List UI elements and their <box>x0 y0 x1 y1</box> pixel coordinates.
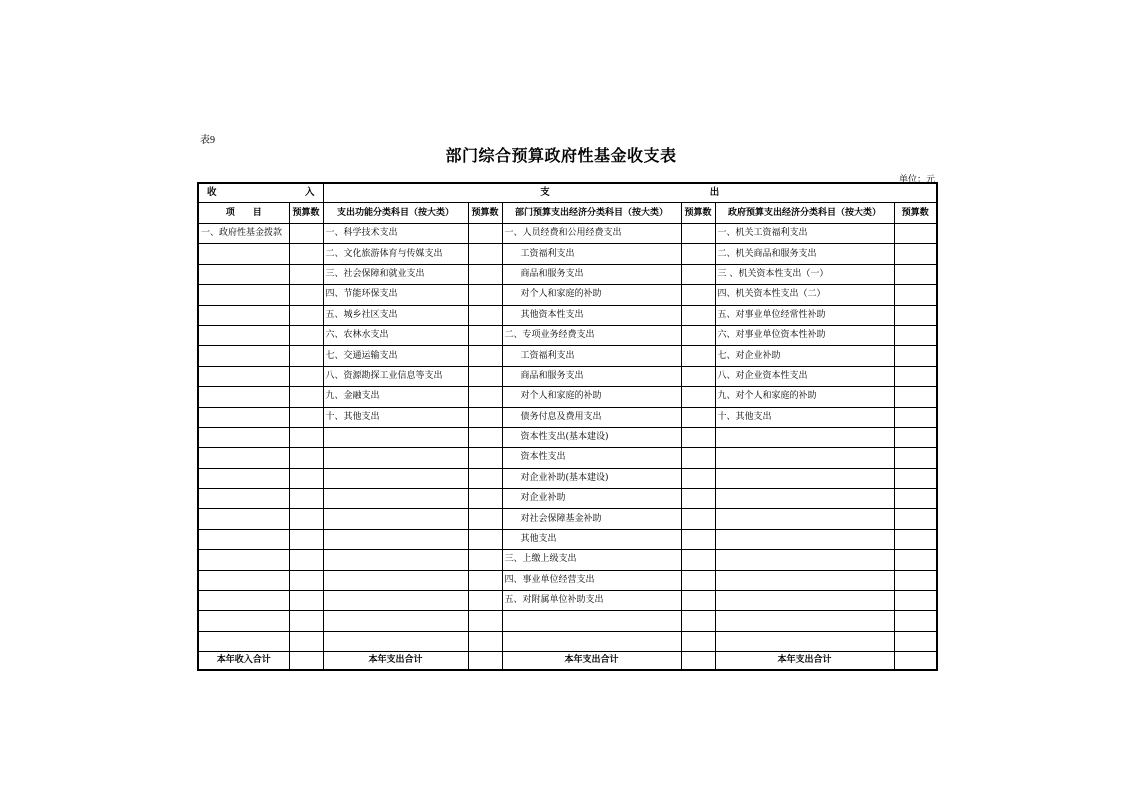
function-item-cell <box>323 611 468 631</box>
dept-budget-cell <box>681 264 715 284</box>
gov-budget-cell <box>894 285 937 305</box>
dept-economic-item-cell: 资本性支出(基本建设) <box>502 427 681 447</box>
income-budget-cell <box>289 244 323 264</box>
gov-economic-item-cell: 三 、机关资本性支出（一） <box>715 264 894 284</box>
dept-budget-cell <box>681 366 715 386</box>
income-section-header <box>198 183 323 203</box>
gov-budget-cell <box>894 550 937 570</box>
income-budget-cell <box>289 509 323 529</box>
function-item-cell: 六、农林水支出 <box>323 325 468 345</box>
dept-economic-item-cell: 对企业补助 <box>502 489 681 509</box>
income-item-cell <box>198 448 289 468</box>
function-budget-cell <box>468 325 502 345</box>
dept-budget-cell <box>681 611 715 631</box>
function-budget-cell <box>468 407 502 427</box>
table-row <box>198 305 937 325</box>
gov-budget-cell <box>894 366 937 386</box>
income-budget-cell <box>289 264 323 284</box>
income-budget-cell <box>289 631 323 651</box>
income-item-cell <box>198 611 289 631</box>
gov-economic-item-cell <box>715 631 894 651</box>
dept-economic-item-cell: 工资福利支出 <box>502 244 681 264</box>
page-title: 部门综合预算政府性基金收支表 <box>445 146 677 165</box>
income-budget-cell <box>289 305 323 325</box>
function-budget-cell <box>468 346 502 366</box>
gov-budget-cell <box>894 570 937 590</box>
dept-economic-item-cell: 二、专项业务经费支出 <box>502 325 681 345</box>
dept-economic-item-cell <box>502 631 681 651</box>
totals-row <box>198 652 937 671</box>
gov-economic-item-cell <box>715 529 894 549</box>
income-budget-cell <box>289 346 323 366</box>
income-budget-cell <box>289 570 323 590</box>
function-item-cell <box>323 427 468 447</box>
col-header-function: 支出功能分类科目（按大类） <box>323 203 468 224</box>
expenditure-label-left: 支 <box>540 187 550 199</box>
income-label-right: 入 <box>304 187 315 199</box>
gov-economic-item-cell <box>715 570 894 590</box>
col-header-dept-economic: 部门预算支出经济分类科目（按大类） <box>502 203 681 224</box>
gov-budget-cell <box>894 489 937 509</box>
table-row <box>198 346 937 366</box>
gov-economic-item-cell: 四、机关资本性支出（二） <box>715 285 894 305</box>
function-budget-cell <box>468 387 502 407</box>
gov-budget-cell <box>894 468 937 488</box>
income-item-cell <box>198 631 289 651</box>
gov-total-value <box>894 652 937 671</box>
function-item-cell <box>323 489 468 509</box>
table-row <box>198 407 937 427</box>
col-header-item: 项 目 <box>198 203 289 224</box>
dept-budget-cell <box>681 285 715 305</box>
dept-economic-item-cell: 债务付息及费用支出 <box>502 407 681 427</box>
dept-budget-cell <box>681 244 715 264</box>
function-item-cell <box>323 591 468 611</box>
dept-budget-cell <box>681 570 715 590</box>
function-total-value <box>468 652 502 671</box>
function-budget-cell <box>468 489 502 509</box>
function-item-cell: 七、交通运输支出 <box>323 346 468 366</box>
income-budget-cell <box>289 489 323 509</box>
function-item-cell <box>323 448 468 468</box>
dept-budget-cell <box>681 448 715 468</box>
gov-economic-item-cell: 五、对事业单位经常性补助 <box>715 305 894 325</box>
income-item-cell <box>198 550 289 570</box>
income-budget-cell <box>289 407 323 427</box>
dept-budget-cell <box>681 550 715 570</box>
income-budget-cell <box>289 611 323 631</box>
gov-budget-cell <box>894 407 937 427</box>
function-item-cell <box>323 509 468 529</box>
gov-economic-item-cell: 一、机关工资福利支出 <box>715 224 894 244</box>
function-budget-cell <box>468 468 502 488</box>
function-budget-cell <box>468 611 502 631</box>
table-row <box>198 468 937 488</box>
table-row <box>198 366 937 386</box>
gov-economic-item-cell <box>715 611 894 631</box>
income-item-cell <box>198 468 289 488</box>
dept-economic-item-cell: 资本性支出 <box>502 448 681 468</box>
table-row <box>198 611 937 631</box>
gov-budget-cell <box>894 591 937 611</box>
dept-budget-cell <box>681 407 715 427</box>
gov-economic-item-cell <box>715 509 894 529</box>
function-item-cell <box>323 631 468 651</box>
gov-budget-cell <box>894 427 937 447</box>
table-row <box>198 631 937 651</box>
function-budget-cell <box>468 631 502 651</box>
function-budget-cell <box>468 591 502 611</box>
dept-budget-cell <box>681 529 715 549</box>
dept-budget-cell <box>681 224 715 244</box>
income-budget-cell <box>289 366 323 386</box>
gov-budget-cell <box>894 387 937 407</box>
col-header-budget: 预算数 <box>681 203 715 224</box>
function-budget-cell <box>468 529 502 549</box>
income-item-cell <box>198 305 289 325</box>
table-row <box>198 264 937 284</box>
function-item-cell: 十、其他支出 <box>323 407 468 427</box>
gov-economic-item-cell <box>715 489 894 509</box>
function-budget-cell <box>468 550 502 570</box>
function-budget-cell <box>468 448 502 468</box>
dept-budget-cell <box>681 346 715 366</box>
function-budget-cell <box>468 509 502 529</box>
table-row <box>198 529 937 549</box>
dept-economic-item-cell <box>502 611 681 631</box>
income-budget-cell <box>289 550 323 570</box>
function-budget-cell <box>468 285 502 305</box>
table-row <box>198 244 937 264</box>
dept-economic-item-cell: 对社会保障基金补助 <box>502 509 681 529</box>
dept-economic-item-cell: 对个人和家庭的补助 <box>502 285 681 305</box>
gov-economic-item-cell: 七、对企业补助 <box>715 346 894 366</box>
table-row <box>198 387 937 407</box>
table-row <box>198 325 937 345</box>
gov-economic-item-cell <box>715 427 894 447</box>
function-item-cell: 一、科学技术支出 <box>323 224 468 244</box>
income-total-value <box>289 652 323 671</box>
gov-economic-item-cell: 八、对企业资本性支出 <box>715 366 894 386</box>
income-item-cell <box>198 325 289 345</box>
dept-economic-item-cell: 对个人和家庭的补助 <box>502 387 681 407</box>
dept-total-value <box>681 652 715 671</box>
table-row <box>198 570 937 590</box>
dept-economic-item-cell: 工资福利支出 <box>502 346 681 366</box>
income-budget-cell <box>289 529 323 549</box>
expenditure-label-right: 出 <box>709 187 720 199</box>
function-item-cell: 四、节能环保支出 <box>323 285 468 305</box>
income-item-cell <box>198 407 289 427</box>
function-item-cell <box>323 529 468 549</box>
table-row <box>198 591 937 611</box>
dept-economic-item-cell: 商品和服务支出 <box>502 264 681 284</box>
table-row <box>198 448 937 468</box>
dept-budget-cell <box>681 427 715 447</box>
table-row <box>198 224 937 244</box>
income-item-cell <box>198 346 289 366</box>
dept-economic-item-cell: 其他支出 <box>502 529 681 549</box>
function-item-cell: 八、资源勘探工业信息等支出 <box>323 366 468 386</box>
col-header-budget: 预算数 <box>468 203 502 224</box>
function-budget-cell <box>468 264 502 284</box>
income-budget-cell <box>289 325 323 345</box>
function-budget-cell <box>468 427 502 447</box>
gov-budget-cell <box>894 509 937 529</box>
dept-budget-cell <box>681 468 715 488</box>
table-number: 表9 <box>200 135 215 146</box>
dept-economic-item-cell: 商品和服务支出 <box>502 366 681 386</box>
gov-economic-item-cell <box>715 550 894 570</box>
income-item-cell: 一、政府性基金拨款 <box>198 224 289 244</box>
gov-total-label: 本年支出合计 <box>715 652 894 671</box>
income-item-cell <box>198 264 289 284</box>
income-label-left: 收 <box>207 187 217 199</box>
income-budget-cell <box>289 448 323 468</box>
col-header-gov-economic: 政府预算支出经济分类科目（按大类） <box>715 203 894 224</box>
dept-budget-cell <box>681 387 715 407</box>
dept-budget-cell <box>681 509 715 529</box>
income-item-cell <box>198 509 289 529</box>
dept-budget-cell <box>681 591 715 611</box>
dept-economic-item-cell: 三、上缴上级支出 <box>502 550 681 570</box>
function-item-cell: 九、金融支出 <box>323 387 468 407</box>
function-budget-cell <box>468 224 502 244</box>
gov-budget-cell <box>894 346 937 366</box>
gov-budget-cell <box>894 264 937 284</box>
section-header-row <box>198 183 937 203</box>
gov-budget-cell <box>894 529 937 549</box>
income-budget-cell <box>289 285 323 305</box>
dept-economic-item-cell: 四、事业单位经营支出 <box>502 570 681 590</box>
table-row <box>198 489 937 509</box>
income-item-cell <box>198 387 289 407</box>
income-budget-cell <box>289 468 323 488</box>
dept-total-label: 本年支出合计 <box>502 652 681 671</box>
income-budget-cell <box>289 427 323 447</box>
table-row <box>198 550 937 570</box>
col-header-budget: 预算数 <box>289 203 323 224</box>
income-total-label: 本年收入合计 <box>198 652 289 671</box>
income-budget-cell <box>289 224 323 244</box>
table-row <box>198 427 937 447</box>
function-item-cell: 三、社会保障和就业支出 <box>323 264 468 284</box>
gov-economic-item-cell: 九、对个人和家庭的补助 <box>715 387 894 407</box>
unit-note: 单位：元 <box>898 175 935 185</box>
column-header-row <box>198 203 937 224</box>
dept-economic-item-cell: 对企业补助(基本建设) <box>502 468 681 488</box>
income-item-cell <box>198 427 289 447</box>
dept-budget-cell <box>681 305 715 325</box>
income-item-cell <box>198 489 289 509</box>
gov-economic-item-cell <box>715 448 894 468</box>
gov-budget-cell <box>894 224 937 244</box>
income-budget-cell <box>289 387 323 407</box>
function-item-cell <box>323 570 468 590</box>
gov-economic-item-cell <box>715 591 894 611</box>
table-row <box>198 509 937 529</box>
income-item-cell <box>198 591 289 611</box>
dept-budget-cell <box>681 325 715 345</box>
dept-budget-cell <box>681 631 715 651</box>
function-budget-cell <box>468 570 502 590</box>
gov-budget-cell <box>894 325 937 345</box>
function-budget-cell <box>468 244 502 264</box>
gov-economic-item-cell: 六、对事业单位资本性补助 <box>715 325 894 345</box>
function-item-cell: 五、城乡社区支出 <box>323 305 468 325</box>
income-budget-cell <box>289 591 323 611</box>
income-item-cell <box>198 285 289 305</box>
function-budget-cell <box>468 366 502 386</box>
budget-table <box>197 182 938 671</box>
gov-budget-cell <box>894 448 937 468</box>
gov-budget-cell <box>894 631 937 651</box>
income-item-cell <box>198 366 289 386</box>
expenditure-section-header <box>323 183 937 203</box>
gov-budget-cell <box>894 244 937 264</box>
gov-economic-item-cell <box>715 468 894 488</box>
income-item-cell <box>198 529 289 549</box>
dept-economic-item-cell: 五、对附属单位补助支出 <box>502 591 681 611</box>
income-item-cell <box>198 570 289 590</box>
function-item-cell <box>323 468 468 488</box>
table-row <box>198 285 937 305</box>
dept-budget-cell <box>681 489 715 509</box>
function-budget-cell <box>468 305 502 325</box>
dept-economic-item-cell: 其他资本性支出 <box>502 305 681 325</box>
income-item-cell <box>198 244 289 264</box>
gov-budget-cell <box>894 611 937 631</box>
function-total-label: 本年支出合计 <box>323 652 468 671</box>
gov-economic-item-cell: 二、机关商品和服务支出 <box>715 244 894 264</box>
col-header-budget: 预算数 <box>894 203 937 224</box>
dept-economic-item-cell: 一、人员经费和公用经费支出 <box>502 224 681 244</box>
gov-budget-cell <box>894 305 937 325</box>
function-item-cell: 二、文化旅游体育与传媒支出 <box>323 244 468 264</box>
function-item-cell <box>323 550 468 570</box>
gov-economic-item-cell: 十、其他支出 <box>715 407 894 427</box>
